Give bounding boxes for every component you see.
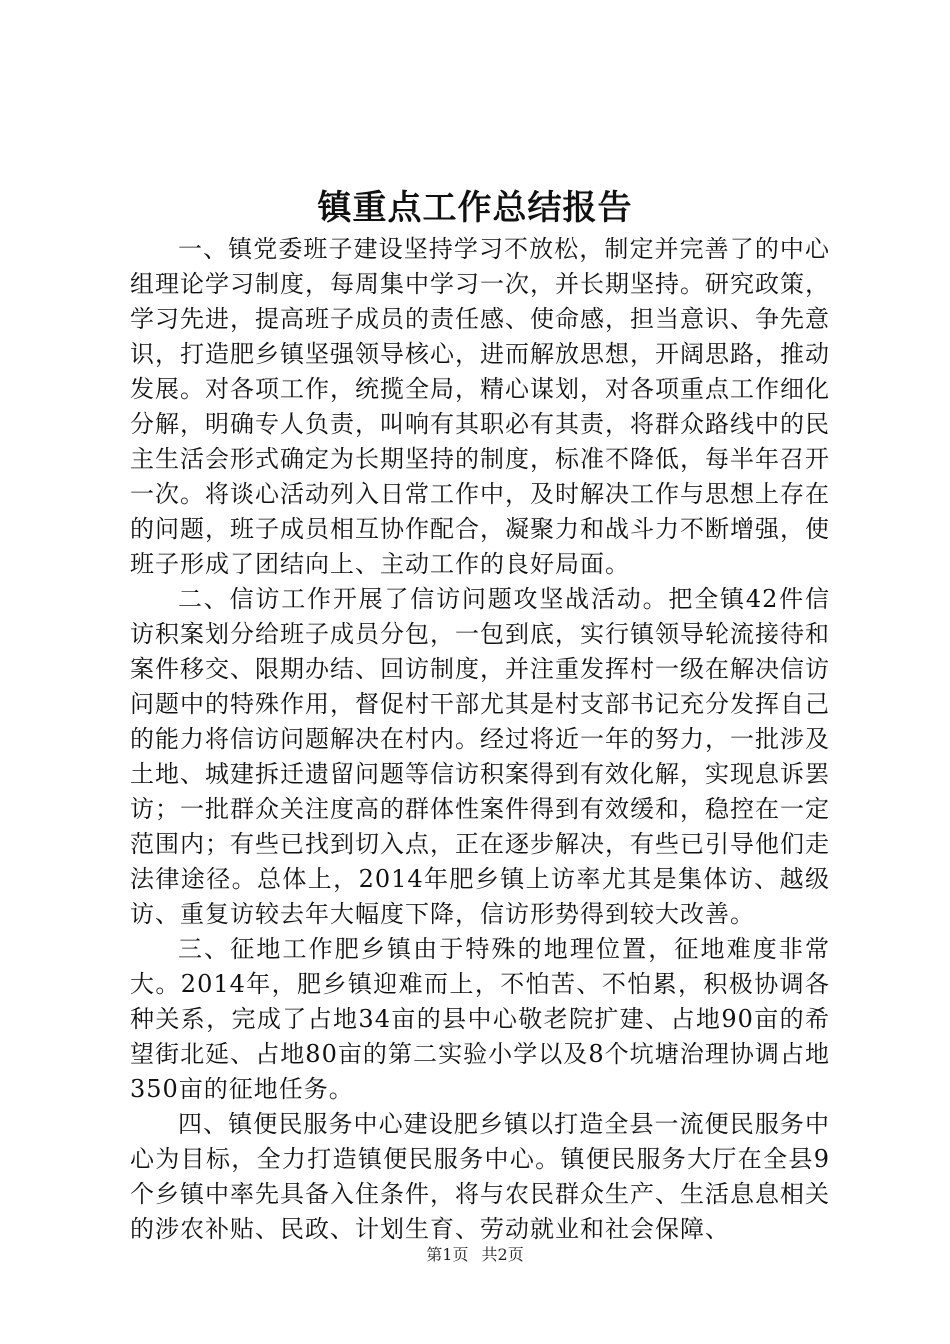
document-body [130, 232, 830, 1247]
paragraph-petition-work: 二、信访工作开展了信访问题攻坚战活动。把全镇42件信访积案划分给班子成员分包，一包到底，实行镇领导轮流接待和案件移交、限期办结、回访制度，并注重发挥村一级在解决信访问题中的特殊作用，督促村干部尤其是村支部书记充分发挥自己的能力将信访问题解决在村内。经过将近一年的努力，一批涉及土地、城建拆迁遗留问题等信访积案得到有效化解，实现息诉罢访；一批群众关注度高的群体性案件得到有效缓和，稳控在一定范围内；有些已找到切入点，正在逐步解决，有些已引导他们走法律途径。总体上，2014年肥乡镇上访率尤其是集体访、越级访、重复访较去年大幅度下降，信访形势得到较大改善。 [130, 585, 830, 928]
page-footer [0, 1245, 950, 1265]
paragraph-land-acquisition: 三、征地工作肥乡镇由于特殊的地理位置，征地难度非常大。2014年，肥乡镇迎难而上，不怕苦、不怕累，积极协调各种关系，完成了占地34亩的县中心敬老院扩建、占地90亩的希望街北延、占地80亩的第二实验小学以及8个坑塘治理协调占地350亩的征地任务。 [130, 935, 830, 1103]
paragraph-service-center: 四、镇便民服务中心建设肥乡镇以打造全县一流便民服务中心为目标，全力打造镇便民服务中心。镇便民服务大厅在全县9个乡镇中率先具备入住条件，将与农民群众生产、生活息息相关的涉农补贴、民政、计划生育、劳动就业和社会保障、 [130, 1110, 830, 1243]
document-title: 镇重点工作总结报告 [317, 188, 633, 228]
page-number: 第1页 [426, 1245, 469, 1264]
page-total: 共2页 [481, 1245, 524, 1264]
paragraph-party-committee: 一、镇党委班子建设坚持学习不放松，制定并完善了的中心组理论学习制度，每周集中学习一次，并长期坚持。研究政策，学习先进，提高班子成员的责任感、使命感，担当意识、争先意识，打造肥乡镇坚强领导核心，进而解放思想，开阔思路，推动发展。对各项工作，统揽全局，精心谋划，对各项重点工作细化分解，明确专人负责，叫响有其职必有其责，将群众路线中的民主生活会形式确定为长期坚持的制度，标准不降低，每半年召开一次。将谈心活动列入日常工作中，及时解决工作与思想上存在的问题，班子成员相互协作配合，凝聚力和战斗力不断增强，使班子形成了团结向上、主动工作的良好局面。 [130, 235, 830, 578]
